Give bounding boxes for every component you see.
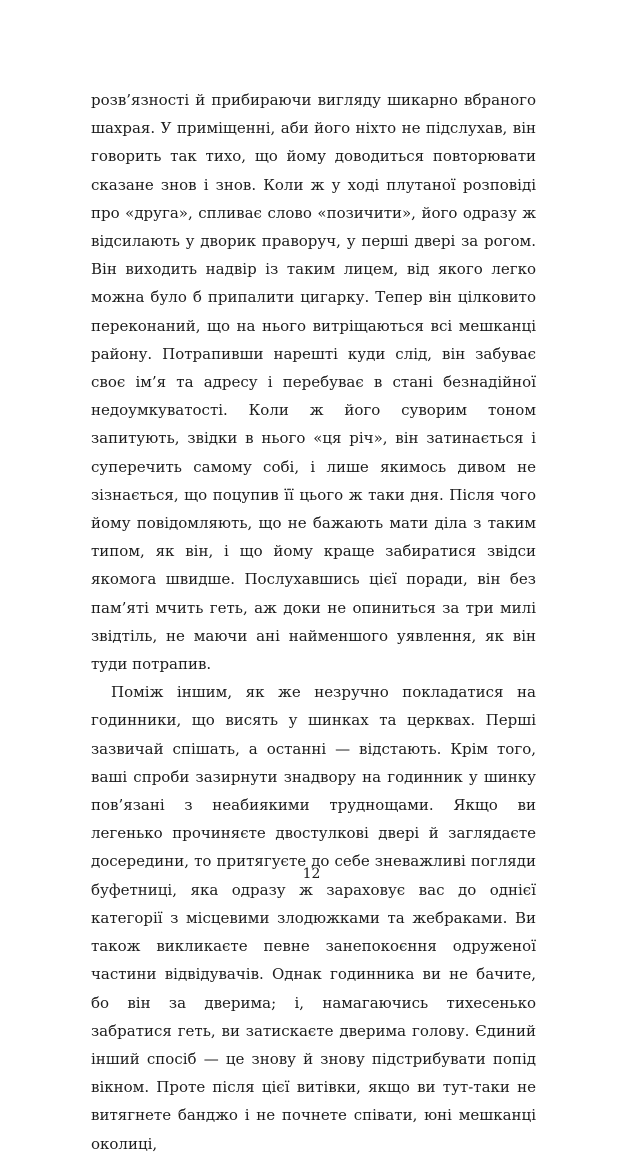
body-text: [91, 86, 536, 1158]
paragraph: розв’язності й прибираючи вигляду шикарно вбраного шахрая. У приміщенні, аби його ніхто не підслухав, він говорить так тихо, що йому доводиться повторювати сказане знов і знов. Коли ж у ході плутаної розповіді про «друга», спливає слово «позичити», його одразу ж відсилають у дворик праворуч, у перші двері за рогом. Він виходить надвір із таким лицем, від якого легко можна було б припалити цигарку. Тепер він цілковито переконаний, що на нього витріщаються всі мешканці району. Потрапивши нарешті куди слід, він забуває своє ім’я та адресу і перебуває в стані безнадійної недоумкуватості. Коли ж його суворим тоном запитують, звідки в нього «ця річ», він затинається і суперечить самому собі, і лише якимось дивом не зізнається, що поцупив її цього ж таки дня. Після чого йому повідомляють, що не бажають мати діла з таким типом, як він, і що йому краще забиратися звідси якомога швидше. Послухавшись цієї поради, він без пам’яті мчить геть, аж доки не опиниться за три милі звідтіль, не маючи ані найменшого уявлення, як він туди потрапив.: [91, 91, 536, 674]
page-number: 12: [302, 866, 321, 882]
paragraph: Поміж іншим, як же незручно покладатися на годинники, що висять у шинках та церквах. Перші зазвичай спішать, а останні — відстають. Крім того, ваші спроби зазирнути знадвору на годинник у шинку пов’язані з неабиякими труднощами. Якщо ви легенько прочиняєте двостулкові двері й заглядаєте досередини, то притягуєте до себе зневажливі погляди буфетниці, яка одразу ж зараховує вас до однієї категорії з місцевими злодюжками та жебраками. Ви також викликаєте певне занепокоєння одруженої частини відвідувачів. Однак годинника ви не бачите, бо він за дверима; і, намагаючись тихесенько забратися геть, ви затискаєте дверима голову. Єдиний інший спосіб — це знову й знову підстрибувати попід вікном. Проте після цієї витівки, якщо ви тут-таки не витягнете банджо і не почнете співати, юні мешканці околиці,: [91, 683, 536, 1153]
